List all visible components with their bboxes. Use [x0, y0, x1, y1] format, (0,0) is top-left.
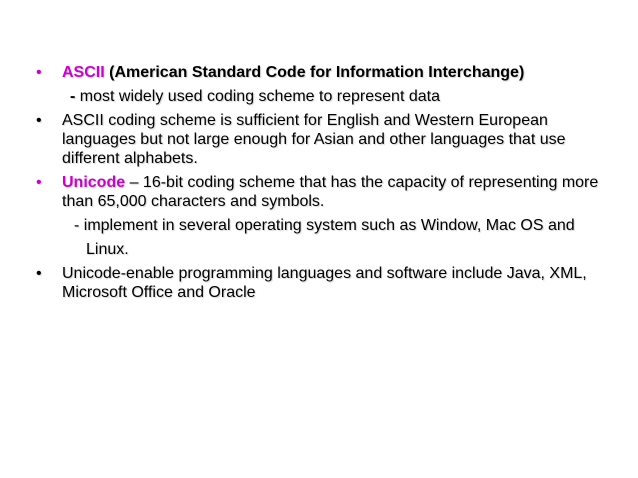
bullet-marker-1: • — [36, 64, 42, 81]
unicode-software-line-2: Microsoft Office and Oracle — [62, 284, 256, 301]
bullet-ascii-heading — [62, 63, 524, 82]
bullet-unicode-heading — [62, 173, 598, 192]
bullet-marker-3: • — [36, 174, 42, 191]
bullet-marker-4: • — [36, 265, 42, 282]
unicode-subpoint-line-2: Linux. — [86, 241, 129, 258]
ascii-expansion: (American Standard Code for Information Interchange) — [104, 64, 525, 81]
ascii-limit-line-1: ASCII coding scheme is sufficient for English and Western European — [62, 112, 548, 129]
unicode-description-line-2: than 65,000 characters and symbols. — [62, 193, 325, 210]
unicode-term: Unicode — [62, 174, 126, 191]
ascii-limit-line-3: different alphabets. — [62, 150, 198, 167]
bullet-marker-2: • — [36, 112, 42, 129]
ascii-sub-text: most widely used coding scheme to represent data — [79, 88, 440, 105]
ascii-term: ASCII — [62, 64, 105, 81]
unicode-description: – 16-bit coding scheme that has the capacity of representing more — [125, 174, 599, 191]
ascii-limit-line-2: languages but not large enough for Asian and other languages that use — [62, 131, 566, 148]
ascii-sub-dash: - — [70, 88, 76, 105]
unicode-subpoint-line-1: - implement in several operating system such as Window, Mac OS and — [74, 217, 575, 234]
ascii-subpoint — [70, 87, 440, 106]
unicode-software-line-1: Unicode-enable programming languages and software include Java, XML, — [62, 265, 587, 282]
